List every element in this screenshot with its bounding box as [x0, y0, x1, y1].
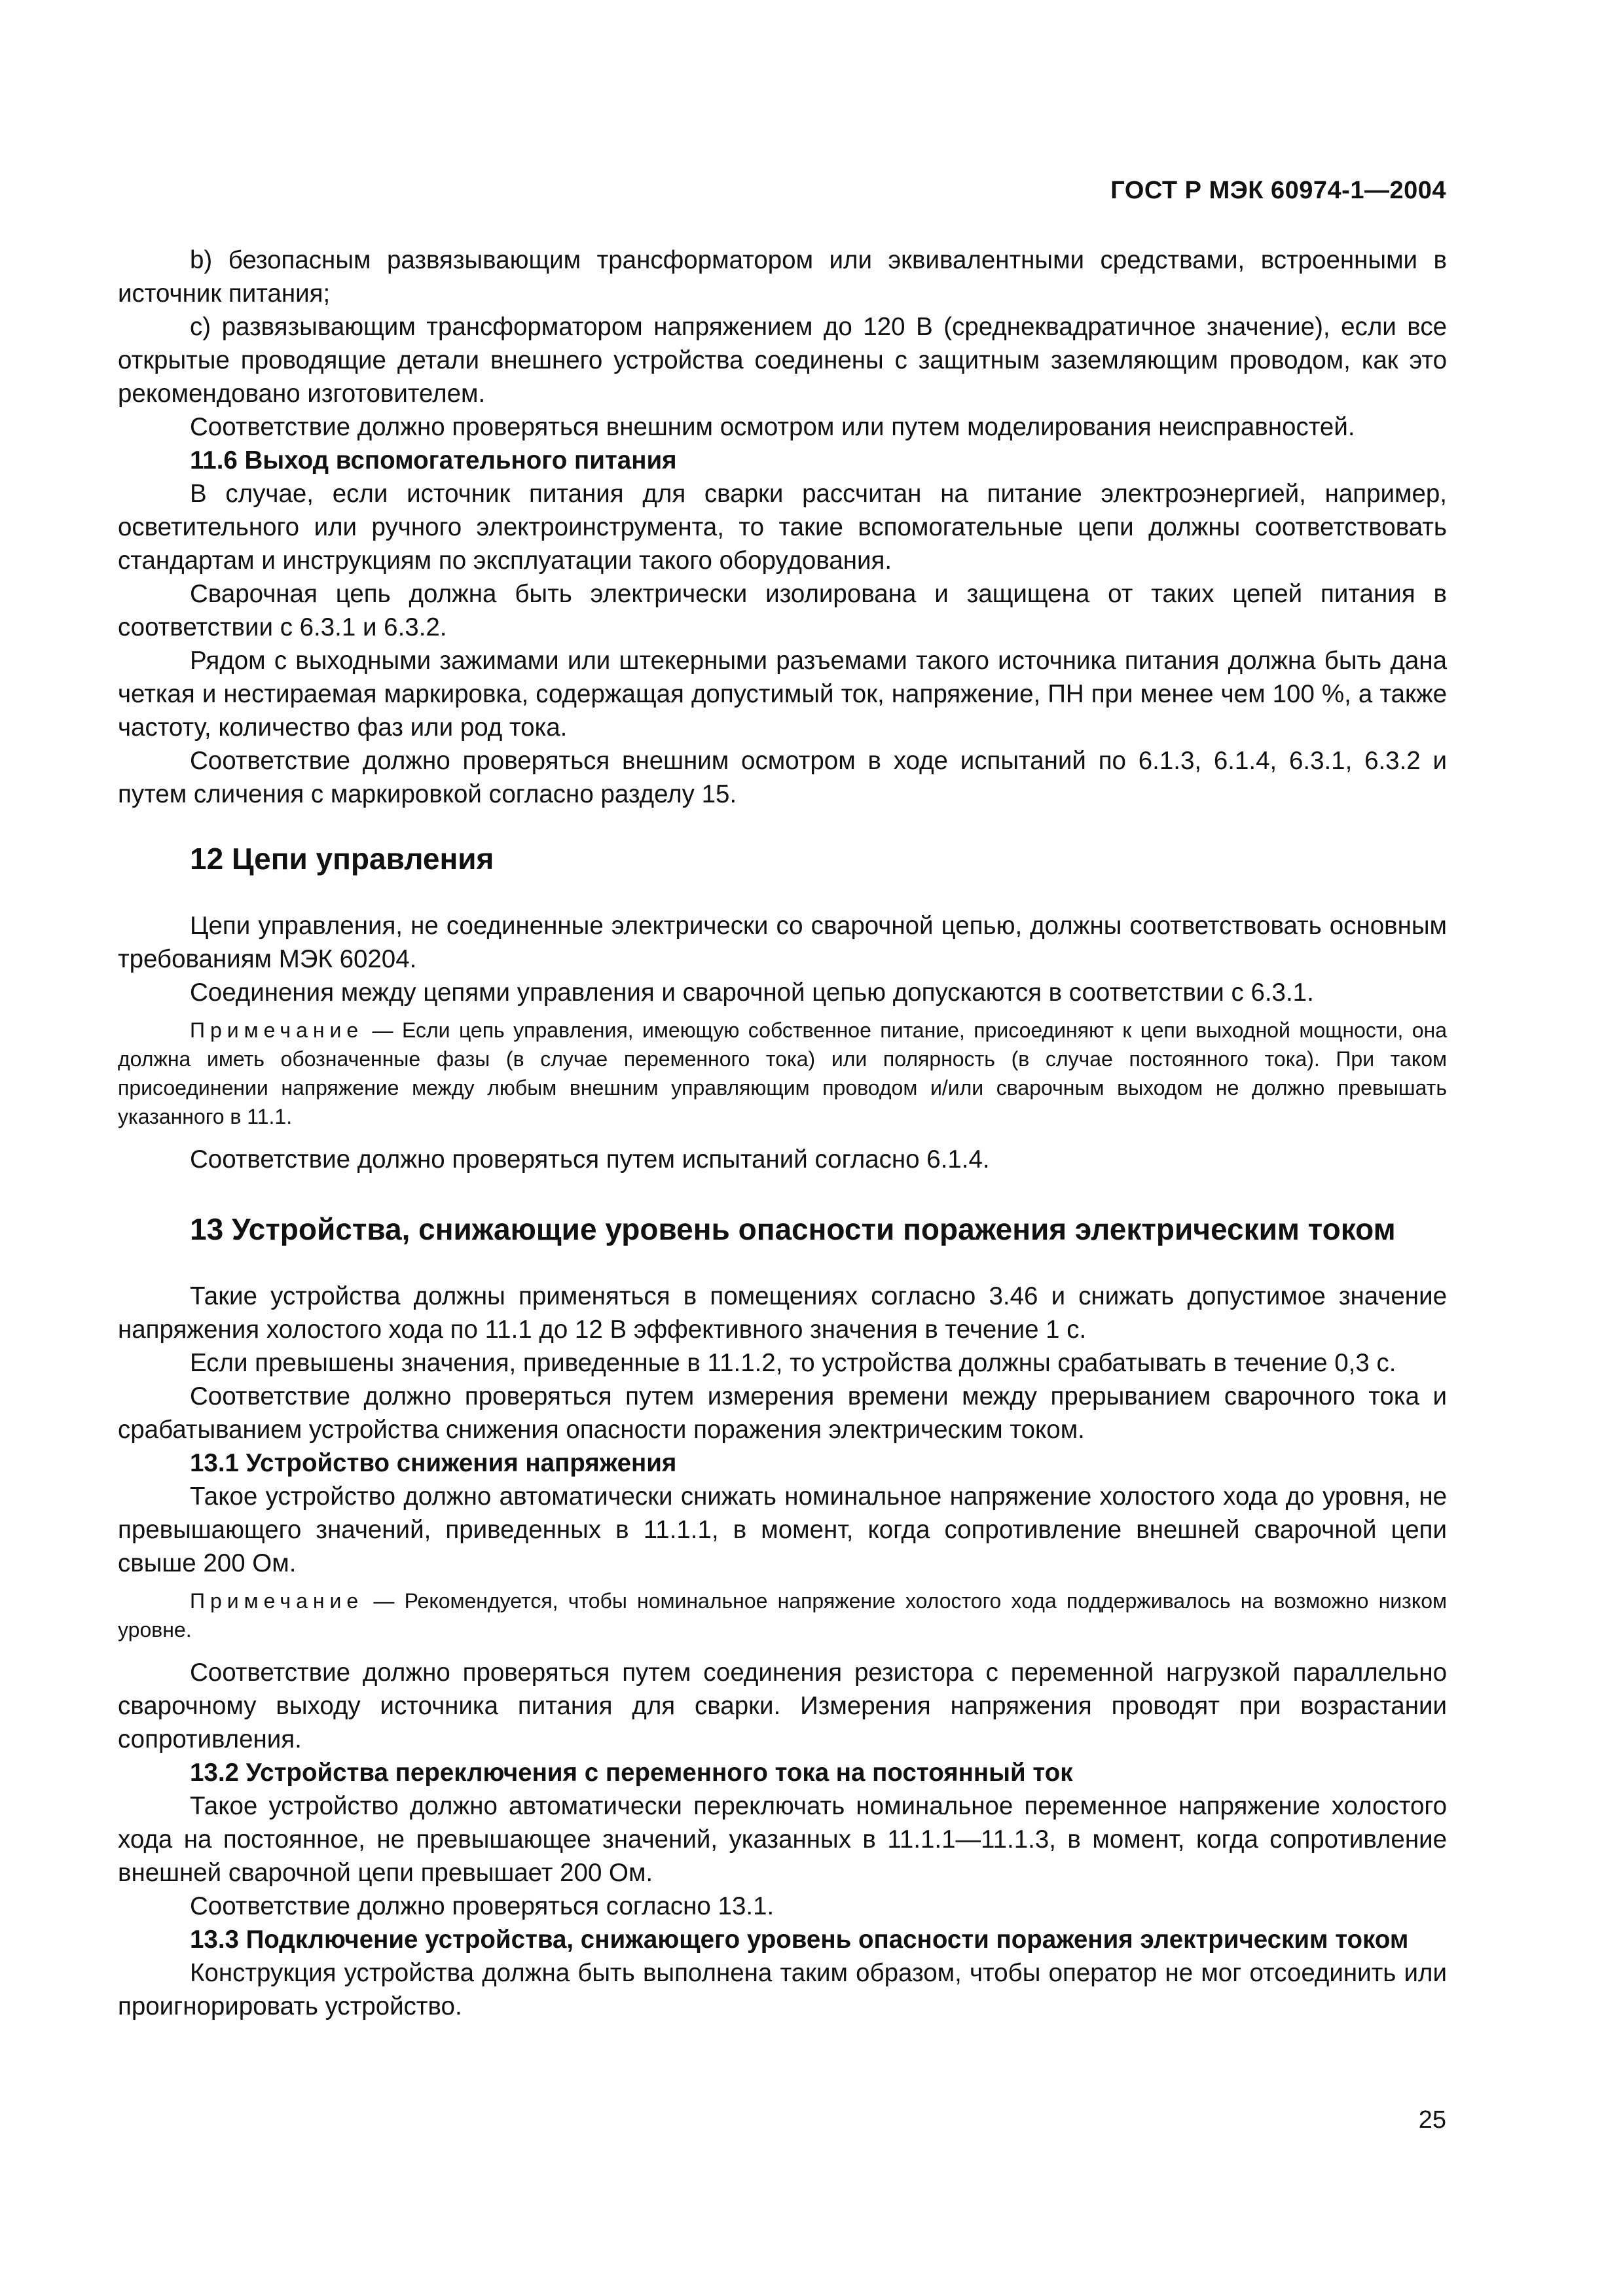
paragraph: Такое устройство должно автоматически переключать номинальное переменное напряжение холостого хода на постоянное, не превышающее значений, указанных в 11.1.1—11.1.3, в момент, когда сопротивление внешней сварочной цепи превышает 200 Ом. — [118, 1792, 1447, 1887]
paragraph-item-c: c) развязывающим трансформатором напряжением до 120 В (среднеквадратичное значение), если все открытые проводящие детали внешнего устройства соединены с защитным заземляющим проводом, как это рекомендовано изготовителем. — [118, 313, 1447, 408]
paragraph: Такое устройство должно автоматически снижать номинальное напряжение холостого хода до уровня, не превышающего значений, приведенных в 11.1.1, в момент, когда сопротивление внешней сварочной цепи свыше 200 Ом. — [118, 1482, 1447, 1577]
note-label: Примечание — [190, 1589, 364, 1613]
page-number: 25 — [1418, 2106, 1446, 2134]
paragraph: Цепи управления, не соединенные электрически со сварочной цепью, должны соответствовать основным требованиям МЭК 60204. — [118, 912, 1447, 973]
note-1 — [118, 1016, 1447, 1131]
paragraph-compliance-2: Соответствие должно проверяться внешним осмотром в ходе испытаний по 6.1.3, 6.1.4, 6.3.1, 6.3.2 и путем сличения с маркировкой согласно разделу 15. — [118, 747, 1447, 808]
paragraph-compliance-5: Соответствие должно проверяться путем соединения резистора с переменной нагрузкой параллельно сварочному выходу источника питания для сварки. Измерения напряжения проводят при возрастании сопротивления. — [118, 1659, 1447, 1753]
paragraph-compliance-3: Соответствие должно проверяться путем испытаний согласно 6.1.4. — [190, 1145, 990, 1174]
paragraph-compliance-6: Соответствие должно проверяться согласно 13.1. — [190, 1892, 775, 1920]
paragraph: Соединения между цепями управления и сварочной цепью допускаются в соответствии с 6.3.1. — [190, 978, 1314, 1007]
note-text: — Рекомендуется, чтобы номинальное напряжение холостого хода поддерживалось на возможно низком уровне. — [118, 1589, 1448, 1641]
paragraph: Такие устройства должны применяться в помещениях согласно 3.46 и снижать допустимое значение напряжения холостого хода по 11.1 до 12 В эффективного значения в течение 1 с. — [118, 1282, 1447, 1344]
note-text: — Если цепь управления, имеющую собственное питание, присоединяют к цепи выходной мощности, она должна иметь обозначенные фазы (в случае переменного тока) или полярность (в случае постоянного тока). При таком присоединении напряжение между любым внешним управляющим проводом и/или сварочным выходом не должно превышать указанного в 11.1. — [118, 1018, 1448, 1128]
subsection-heading-13-3: 13.3 Подключение устройства, снижающего уровень опасности поражения электрическим током — [190, 1926, 1409, 1954]
section-heading-12: 12 Цепи управления — [190, 842, 494, 876]
paragraph: Конструкция устройства должна быть выполнена таким образом, чтобы оператор не мог отсоединить или проигнорировать устройство. — [118, 1959, 1447, 2020]
paragraph: В случае, если источник питания для сварки рассчитан на питание электроэнергией, например, осветительного или ручного электроинструмента, то такие вспомогательные цепи должны соответствовать стандартам и инструкциям по эксплуатации такого оборудования. — [118, 480, 1447, 575]
subsection-heading-11-6: 11.6 Выход вспомогательного питания — [190, 446, 677, 475]
paragraph: Рядом с выходными зажимами или штекерными разъемами такого источника питания должна быть дана четкая и нестираемая маркировка, содержащая допустимый ток, напряжение, ПН при менее чем 100 %, а также частоту, количество фаз или род тока. — [118, 647, 1447, 742]
paragraph: Если превышены значения, приведенные в 11.1.2, то устройства должны срабатывать в течение 0,3 с. — [190, 1349, 1396, 1377]
note-label: Примечание — [190, 1018, 364, 1042]
note-2 — [118, 1587, 1447, 1644]
paragraph-compliance-1: Соответствие должно проверяться внешним осмотром или путем моделирования неисправностей. — [190, 413, 1355, 441]
document-header: ГОСТ Р МЭК 60974-1—2004 — [1110, 177, 1446, 204]
paragraph: Сварочная цепь должна быть электрически изолирована и защищена от таких цепей питания в соответствии с 6.3.1 и 6.3.2. — [118, 580, 1447, 641]
paragraph-item-b: b) безопасным развязывающим трансформатором или эквивалентными средствами, встроенными в источник питания; — [118, 246, 1447, 308]
paragraph-compliance-4: Соответствие должно проверяться путем измерения времени между прерыванием сварочного тока и срабатыванием устройства снижения опасности поражения электрическим током. — [118, 1382, 1447, 1444]
subsection-heading-13-1: 13.1 Устройство снижения напряжения — [190, 1449, 677, 1477]
page-content — [118, 243, 1447, 2023]
subsection-heading-13-2: 13.2 Устройства переключения с переменного тока на постоянный ток — [190, 1759, 1073, 1787]
section-heading-13: 13 Устройства, снижающие уровень опасности поражения электрическим током — [190, 1212, 1396, 1246]
